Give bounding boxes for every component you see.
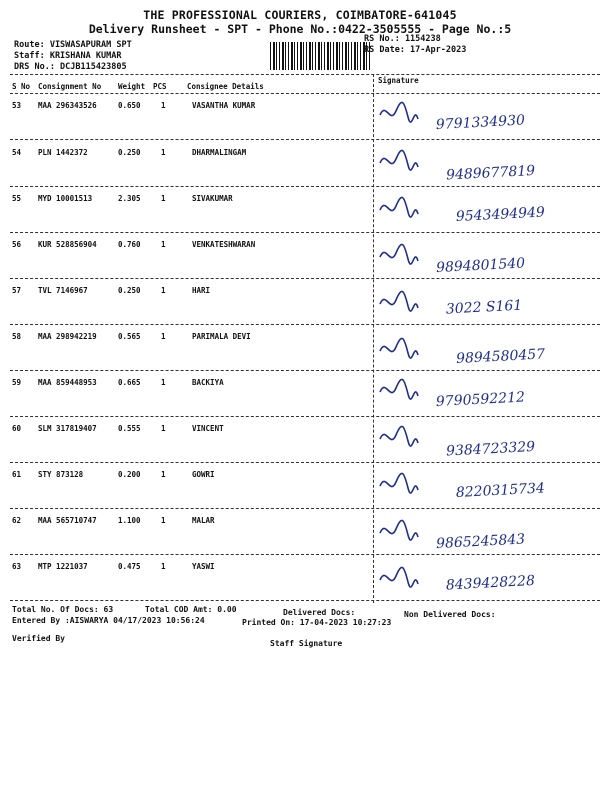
- document-title: THE PROFESSIONAL COURIERS, COIMBATORE-641045: [143, 8, 457, 22]
- row-consignee: VASANTHA KUMAR: [192, 101, 256, 110]
- signature-scribble: [380, 379, 418, 399]
- row-separator: [10, 324, 600, 325]
- row-pcs: 1: [161, 516, 166, 525]
- signature-phone-number: 8439428228: [445, 572, 536, 594]
- delivered-docs: Delivered Docs:: [283, 608, 356, 617]
- rs-number: RS No.: 1154238: [364, 34, 441, 44]
- signature-scribble: [380, 102, 418, 122]
- row-consignment: KUR 528856904: [38, 240, 97, 249]
- row-sno: 59: [12, 378, 22, 387]
- row-sno: 55: [12, 194, 22, 203]
- row-consignment: MTP 1221037: [38, 562, 88, 571]
- signature-scribble: [380, 473, 418, 493]
- row-separator: [10, 462, 600, 463]
- verified-by: Verified By: [12, 634, 65, 643]
- signature-phone-number: 9894801540: [435, 255, 526, 277]
- row-sno: 56: [12, 240, 22, 249]
- header-top-rule: [10, 74, 600, 75]
- signature-phone-number: 3022 S161: [445, 297, 523, 318]
- row-sno: 61: [12, 470, 22, 479]
- signature-phone-number: 9894580457: [455, 346, 546, 368]
- row-consignee: SIVAKUMAR: [192, 194, 233, 203]
- rs-date: RS Date: 17-Apr-2023: [364, 45, 467, 55]
- handwritten-signature: [376, 188, 598, 232]
- row-weight: 0.475: [118, 562, 141, 571]
- signature-phone-number: 9790592212: [435, 389, 526, 411]
- row-consignment: PLN 1442372: [38, 148, 88, 157]
- row-separator: [10, 186, 600, 187]
- row-separator: [10, 508, 600, 509]
- row-sno: 62: [12, 516, 22, 525]
- signature-scribble: [380, 150, 418, 170]
- col-header-consignee: Consignee Details: [187, 82, 264, 91]
- signature-scribble: [380, 567, 418, 587]
- handwritten-signature: [376, 372, 598, 416]
- printed-on: Printed On: 17-04-2023 10:27:23: [242, 618, 392, 627]
- signature-scribble: [380, 338, 418, 358]
- handwritten-signature: [376, 326, 598, 370]
- signature-column-divider: [373, 74, 374, 603]
- row-consignee: GOWRI: [192, 470, 215, 479]
- row-sno: 53: [12, 101, 22, 110]
- signature-scribble: [380, 291, 418, 311]
- signature-phone-number: 9865245843: [435, 531, 526, 553]
- row-sno: 60: [12, 424, 22, 433]
- row-consignee: DHARMALINGAM: [192, 148, 247, 157]
- row-pcs: 1: [161, 470, 166, 479]
- row-weight: 0.665: [118, 378, 141, 387]
- row-weight: 1.100: [118, 516, 141, 525]
- row-consignment: MAA 859448953: [38, 378, 97, 387]
- row-separator: [10, 370, 600, 371]
- row-consignment: TVL 7146967: [38, 286, 88, 295]
- staff-label: Staff: KRISHANA KUMAR: [14, 51, 122, 61]
- row-consignment: MAA 296343526: [38, 101, 97, 110]
- row-pcs: 1: [161, 148, 166, 157]
- col-header-weight: Weight: [118, 82, 146, 91]
- handwritten-signature: [376, 95, 598, 139]
- staff-signature-label: Staff Signature: [270, 639, 343, 648]
- row-weight: 0.200: [118, 470, 141, 479]
- row-pcs: 1: [161, 378, 166, 387]
- signature-scribble: [380, 426, 418, 446]
- row-separator: [10, 600, 600, 601]
- row-consignment: SLM 317819407: [38, 424, 97, 433]
- route-label: Route: VISWASAPURAM SPT: [14, 40, 132, 50]
- row-consignment: MAA 565710747: [38, 516, 97, 525]
- row-consignment: MAA 298942219: [38, 332, 97, 341]
- signature-phone-number: 9384723329: [445, 438, 536, 460]
- drs-label: DRS No.: DCJB115423805: [14, 62, 127, 72]
- row-consignee: PARIMALA DEVI: [192, 332, 251, 341]
- row-consignee: YASWI: [192, 562, 215, 571]
- row-pcs: 1: [161, 332, 166, 341]
- handwritten-signature: [376, 556, 598, 600]
- col-header-signature: Signature: [378, 76, 419, 85]
- document-subtitle: Delivery Runsheet - SPT - Phone No.:0422-3505555 - Page No.:5: [88, 22, 512, 36]
- row-pcs: 1: [161, 424, 166, 433]
- handwritten-signature: [376, 510, 598, 554]
- row-sno: 63: [12, 562, 22, 571]
- row-pcs: 1: [161, 286, 166, 295]
- col-header-consignment: Consignment No: [38, 82, 102, 91]
- col-header-sno: S No: [12, 82, 31, 91]
- row-consignee: MALAR: [192, 516, 215, 525]
- row-weight: 2.305: [118, 194, 141, 203]
- row-sno: 54: [12, 148, 22, 157]
- row-consignment: MYD 10001513: [38, 194, 93, 203]
- row-consignee: VENKATESHWARAN: [192, 240, 256, 249]
- row-weight: 0.565: [118, 332, 141, 341]
- barcode: [270, 42, 370, 70]
- row-separator: [10, 139, 600, 140]
- row-consignee: VINCENT: [192, 424, 224, 433]
- row-weight: 0.250: [118, 148, 141, 157]
- row-pcs: 1: [161, 562, 166, 571]
- handwritten-signature: [376, 234, 598, 278]
- header-bottom-rule: [10, 93, 600, 94]
- row-separator: [10, 416, 600, 417]
- col-header-pcs: PCS: [153, 82, 167, 91]
- row-weight: 0.760: [118, 240, 141, 249]
- row-separator: [10, 554, 600, 555]
- non-delivered-docs: Non Delivered Docs:: [404, 610, 496, 619]
- handwritten-signature: [376, 142, 598, 186]
- row-separator: [10, 278, 600, 279]
- row-weight: 0.250: [118, 286, 141, 295]
- signature-phone-number: 8220315734: [455, 480, 546, 502]
- handwritten-signature: [376, 418, 598, 462]
- row-sno: 58: [12, 332, 22, 341]
- row-sno: 57: [12, 286, 22, 295]
- entered-by: Entered By :AISWARYA 04/17/2023 10:56:24: [12, 616, 205, 625]
- signature-phone-number: 9791334930: [435, 112, 526, 134]
- row-pcs: 1: [161, 101, 166, 110]
- total-docs: Total No. Of Docs: 63: [12, 605, 114, 614]
- signature-phone-number: 9489677819: [445, 162, 536, 184]
- row-separator: [10, 232, 600, 233]
- handwritten-signature: [376, 280, 598, 324]
- row-pcs: 1: [161, 240, 166, 249]
- signature-scribble: [380, 197, 418, 217]
- signature-scribble: [380, 520, 418, 540]
- row-consignee: HARI: [192, 286, 211, 295]
- total-cod: Total COD Amt: 0.00: [145, 605, 237, 614]
- row-consignment: STY 873128: [38, 470, 84, 479]
- signature-phone-number: 9543494949: [455, 204, 546, 226]
- row-consignee: BACKIYA: [192, 378, 224, 387]
- row-pcs: 1: [161, 194, 166, 203]
- row-weight: 0.555: [118, 424, 141, 433]
- handwritten-signature: [376, 464, 598, 508]
- row-weight: 0.650: [118, 101, 141, 110]
- signature-scribble: [380, 244, 418, 264]
